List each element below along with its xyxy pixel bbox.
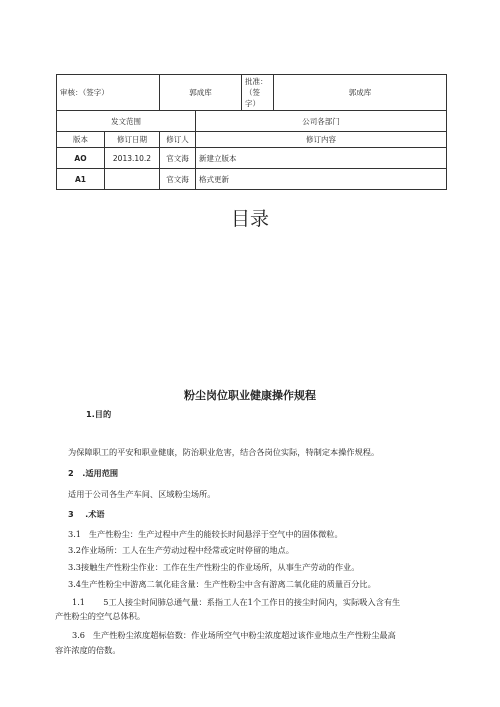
approval-row	[57, 75, 447, 111]
reviewer-name: 郭成库	[160, 75, 242, 111]
cell-date	[105, 169, 160, 190]
section-heading-scope-text: 2 .适用范围	[68, 468, 119, 478]
cell-version: A1	[57, 169, 105, 190]
distribution-row	[57, 111, 447, 132]
section-heading-terms	[68, 509, 105, 520]
section-heading-scope	[68, 468, 118, 479]
term-3-4: 3.4生产性粉尘中游离二氧化硅含量：生产性粉尘中含有游离二氧化硅的质量百分比。	[68, 579, 376, 589]
document-title: 粉尘岗位职业健康操作规程	[184, 389, 316, 402]
cell-reviser: 官文海	[160, 148, 196, 169]
approver-label: 批准：（签字）	[242, 75, 274, 111]
reviewer-label: 审核：（签字）	[57, 75, 160, 111]
term-3-2: 3.2作业场所：工人在生产劳动过程中经常或定时停留的地点。	[68, 545, 294, 555]
approval-table	[56, 74, 447, 190]
section-heading-purpose: 1.目的	[86, 409, 112, 419]
term-3-6-line1: 3.6 生产性粉尘浓度超标倍数：作业场所空气中粉尘浓度超过该作业地点生产性粉尘最高	[72, 630, 396, 640]
term-3-3: 3.3接触生产性粉尘作业：工作在生产性粉尘的作业场所，从事生产劳动的作业。	[68, 562, 360, 572]
table-row	[57, 169, 447, 190]
header-content: 修订内容	[196, 132, 447, 148]
header-version: 版本	[57, 132, 105, 148]
header-date: 修订日期	[105, 132, 160, 148]
cell-content: 新建立版本	[196, 148, 447, 169]
term-3-1: 3.1 生产性粉尘：生产过程中产生的能较长时间悬浮于空气中的固体微粒。	[68, 529, 343, 539]
cell-date: 2013.10.2	[105, 148, 160, 169]
section-body-purpose: 为保障职工的平安和职业健康，防治职业危害，结合各岗位实际，特制定本操作规程。	[68, 447, 380, 457]
section-body-scope: 适用于公司各生产车间、区域粉尘场所。	[68, 489, 216, 499]
term-3-6-line2: 容许浓度的倍数。	[55, 645, 121, 655]
approver-name: 郭成库	[274, 75, 447, 111]
distribution-value: 公司各部门	[196, 111, 447, 132]
distribution-label: 发文范围	[57, 111, 196, 132]
revision-header-row	[57, 132, 447, 148]
cell-version: AO	[57, 148, 105, 169]
cell-content: 格式更新	[196, 169, 447, 190]
term-3-5-line1: 1.1 5工人接尘时间肺总通气量：系指工人在1个工作日的接尘时间内，实际吸入含有生	[72, 597, 401, 607]
toc-title: 目录	[230, 208, 269, 230]
table-row	[57, 148, 447, 169]
term-3-5-line2: 产性粉尘的空气总体积。	[55, 611, 146, 621]
header-reviser: 修订人	[160, 132, 196, 148]
cell-reviser: 官文海	[160, 169, 196, 190]
section-heading-terms-text: 3 .术语	[68, 509, 105, 519]
